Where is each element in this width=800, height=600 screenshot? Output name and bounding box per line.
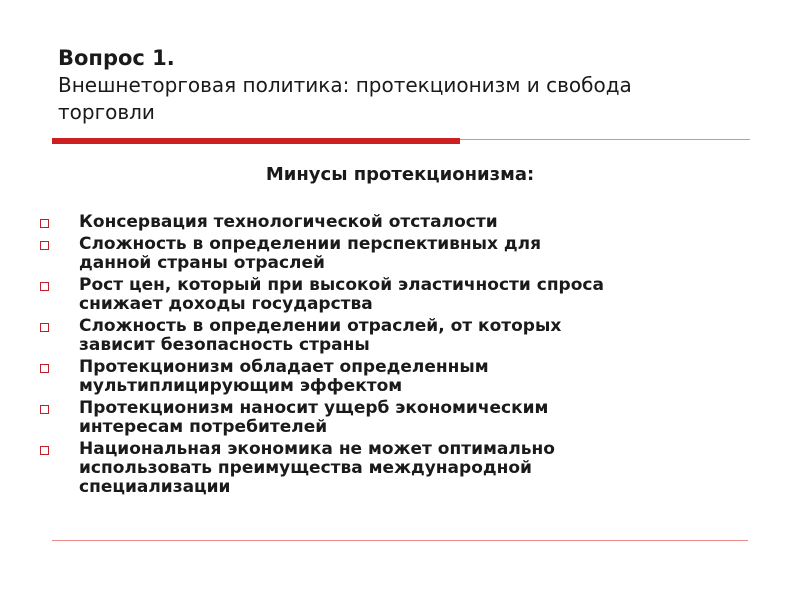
- bullet-text-line: Консервация технологической отсталости: [79, 212, 498, 232]
- bullet-text-line: данной страны отраслей: [79, 253, 325, 273]
- slide-title: [58, 44, 758, 126]
- bullet-text-line: Сложность в определении перспективных для: [79, 234, 542, 254]
- hollow-square-bullet-icon: [40, 219, 49, 228]
- bullet-item: [40, 235, 760, 273]
- hollow-square-bullet-icon: [40, 241, 49, 250]
- hollow-square-bullet-icon: [40, 446, 49, 455]
- bullet-text: [79, 276, 604, 314]
- bullet-text-line: снижает доходы государства: [79, 294, 373, 314]
- title-accent-bar: [52, 138, 460, 144]
- bullet-item: [40, 317, 760, 355]
- title-topic-line-1: Внешнеторговая политика: протекционизм и свобода: [58, 73, 632, 97]
- bullet-text: [79, 358, 489, 396]
- bullet-text-line: Национальная экономика не может оптимально: [79, 439, 555, 459]
- bullet-text-line: Рост цен, который при высокой эластичности спроса: [79, 275, 604, 295]
- bullet-text-line: Сложность в определении отраслей, от которых: [79, 316, 562, 336]
- footer-divider-line: [52, 540, 748, 541]
- title-topic-line-2: торговли: [58, 100, 155, 124]
- bullet-text: [79, 317, 561, 355]
- bullet-text: [79, 440, 555, 497]
- bullet-item: [40, 399, 760, 437]
- title-question-number: Вопрос 1.: [58, 46, 175, 70]
- bullet-text-line: зависит безопасность страны: [79, 335, 370, 355]
- bullet-text: [79, 235, 541, 273]
- title-accent-line: [460, 139, 750, 140]
- bullet-item: [40, 358, 760, 396]
- bullet-list: [40, 213, 760, 500]
- hollow-square-bullet-icon: [40, 323, 49, 332]
- bullet-item: [40, 440, 760, 497]
- bullet-text-line: использовать преимущества международной: [79, 458, 532, 478]
- bullet-text-line: мультиплицирующим эффектом: [79, 376, 403, 396]
- hollow-square-bullet-icon: [40, 282, 49, 291]
- bullet-text-line: Протекционизм обладает определенным: [79, 357, 489, 377]
- bullet-item: [40, 276, 760, 314]
- bullet-text-line: Протекционизм наносит ущерб экономическим: [79, 398, 549, 418]
- bullet-text: [79, 399, 548, 437]
- hollow-square-bullet-icon: [40, 364, 49, 373]
- section-subheading: Минусы протекционизма:: [265, 164, 535, 185]
- bullet-item: [40, 213, 760, 232]
- bullet-text-line: интересам потребителей: [79, 417, 328, 437]
- bullet-text-line: специализации: [79, 477, 231, 497]
- hollow-square-bullet-icon: [40, 405, 49, 414]
- bullet-text: [79, 213, 498, 232]
